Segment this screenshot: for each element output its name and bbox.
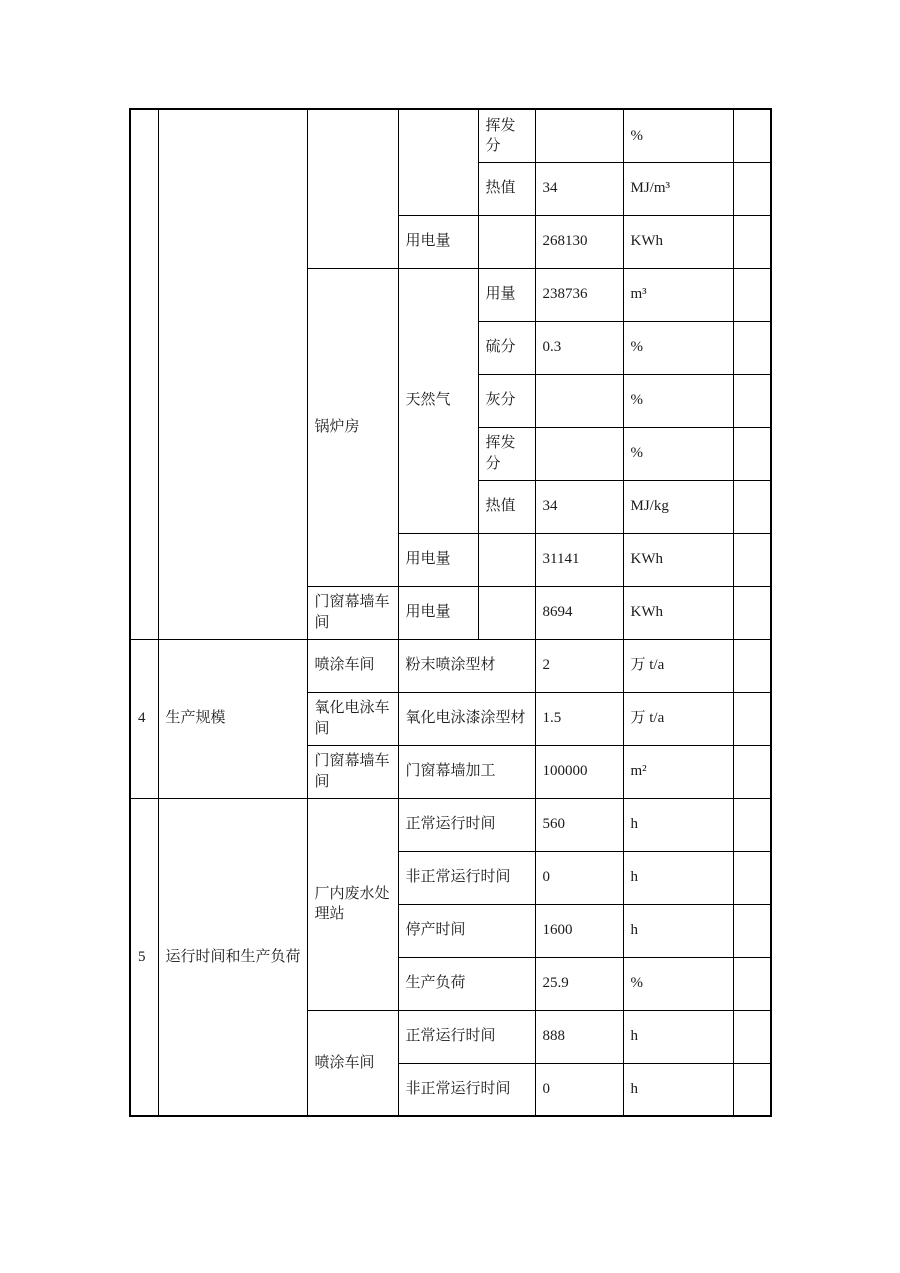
fuel-name-cell bbox=[398, 109, 478, 215]
unit-cell: % bbox=[623, 427, 733, 480]
electricity-label-cell: 用电量 bbox=[398, 586, 478, 639]
note-cell bbox=[733, 798, 771, 851]
unit-cell: MJ/m³ bbox=[623, 162, 733, 215]
index-cell bbox=[130, 109, 158, 639]
note-cell bbox=[733, 427, 771, 480]
param-cell: 硫分 bbox=[478, 321, 535, 374]
unit-cell: 万 t/a bbox=[623, 639, 733, 692]
value-cell: 238736 bbox=[535, 268, 623, 321]
item-cell: 粉末喷涂型材 bbox=[398, 639, 535, 692]
fuel-name-cell: 天然气 bbox=[398, 268, 478, 533]
note-cell bbox=[733, 1063, 771, 1116]
item-cell: 氧化电泳漆涂型材 bbox=[398, 692, 535, 745]
param-cell bbox=[478, 586, 535, 639]
index-cell: 5 bbox=[130, 798, 158, 1116]
value-cell: 31141 bbox=[535, 533, 623, 586]
note-cell bbox=[733, 480, 771, 533]
note-cell bbox=[733, 374, 771, 427]
workshop-cell: 门窗幕墙车间 bbox=[307, 745, 398, 798]
unit-cell: h bbox=[623, 904, 733, 957]
unit-cell: % bbox=[623, 957, 733, 1010]
value-cell: 268130 bbox=[535, 215, 623, 268]
workshop-cell: 喷涂车间 bbox=[307, 639, 398, 692]
param-cell: 热值 bbox=[478, 480, 535, 533]
value-cell: 1600 bbox=[535, 904, 623, 957]
value-cell: 2 bbox=[535, 639, 623, 692]
workshop-cell: 锅炉房 bbox=[307, 268, 398, 586]
index-cell: 4 bbox=[130, 639, 158, 798]
unit-cell: KWh bbox=[623, 533, 733, 586]
value-cell: 1.5 bbox=[535, 692, 623, 745]
workshop-cell: 氧化电泳车间 bbox=[307, 692, 398, 745]
note-cell bbox=[733, 692, 771, 745]
table-row bbox=[130, 639, 771, 692]
value-cell: 0 bbox=[535, 1063, 623, 1116]
note-cell bbox=[733, 851, 771, 904]
unit-cell: m³ bbox=[623, 268, 733, 321]
value-cell bbox=[535, 427, 623, 480]
param-cell: 挥发分 bbox=[478, 427, 535, 480]
note-cell bbox=[733, 957, 771, 1010]
workshop-cell: 厂内废水处理站 bbox=[307, 798, 398, 1010]
unit-cell: KWh bbox=[623, 215, 733, 268]
electricity-label-cell: 用电量 bbox=[398, 215, 478, 268]
category-cell bbox=[158, 109, 307, 639]
value-cell: 34 bbox=[535, 162, 623, 215]
value-cell: 34 bbox=[535, 480, 623, 533]
param-cell bbox=[478, 533, 535, 586]
item-cell: 门窗幕墙加工 bbox=[398, 745, 535, 798]
production-data-table bbox=[129, 108, 772, 1117]
workshop-cell bbox=[307, 109, 398, 268]
item-cell: 非正常运行时间 bbox=[398, 1063, 535, 1116]
note-cell bbox=[733, 904, 771, 957]
value-cell bbox=[535, 109, 623, 162]
electricity-label-cell: 用电量 bbox=[398, 533, 478, 586]
unit-cell: % bbox=[623, 374, 733, 427]
value-cell: 888 bbox=[535, 1010, 623, 1063]
table-row bbox=[130, 798, 771, 851]
item-cell: 生产负荷 bbox=[398, 957, 535, 1010]
note-cell bbox=[733, 268, 771, 321]
value-cell bbox=[535, 374, 623, 427]
value-cell: 0.3 bbox=[535, 321, 623, 374]
unit-cell: % bbox=[623, 321, 733, 374]
unit-cell: h bbox=[623, 1010, 733, 1063]
note-cell bbox=[733, 639, 771, 692]
unit-cell: KWh bbox=[623, 586, 733, 639]
note-cell bbox=[733, 586, 771, 639]
value-cell: 100000 bbox=[535, 745, 623, 798]
note-cell bbox=[733, 1010, 771, 1063]
table-row bbox=[130, 109, 771, 162]
param-cell bbox=[478, 215, 535, 268]
note-cell bbox=[733, 109, 771, 162]
unit-cell: m² bbox=[623, 745, 733, 798]
unit-cell: 万 t/a bbox=[623, 692, 733, 745]
item-cell: 正常运行时间 bbox=[398, 798, 535, 851]
note-cell bbox=[733, 745, 771, 798]
param-cell: 用量 bbox=[478, 268, 535, 321]
note-cell bbox=[733, 321, 771, 374]
note-cell bbox=[733, 162, 771, 215]
note-cell bbox=[733, 533, 771, 586]
value-cell: 8694 bbox=[535, 586, 623, 639]
param-cell: 热值 bbox=[478, 162, 535, 215]
unit-cell: h bbox=[623, 798, 733, 851]
category-cell: 生产规模 bbox=[158, 639, 307, 798]
item-cell: 停产时间 bbox=[398, 904, 535, 957]
item-cell: 非正常运行时间 bbox=[398, 851, 535, 904]
workshop-cell: 门窗幕墙车间 bbox=[307, 586, 398, 639]
category-cell: 运行时间和生产负荷 bbox=[158, 798, 307, 1116]
unit-cell: % bbox=[623, 109, 733, 162]
unit-cell: MJ/kg bbox=[623, 480, 733, 533]
value-cell: 0 bbox=[535, 851, 623, 904]
param-cell: 挥发分 bbox=[478, 109, 535, 162]
value-cell: 25.9 bbox=[535, 957, 623, 1010]
unit-cell: h bbox=[623, 851, 733, 904]
value-cell: 560 bbox=[535, 798, 623, 851]
param-cell: 灰分 bbox=[478, 374, 535, 427]
unit-cell: h bbox=[623, 1063, 733, 1116]
workshop-cell: 喷涂车间 bbox=[307, 1010, 398, 1116]
note-cell bbox=[733, 215, 771, 268]
item-cell: 正常运行时间 bbox=[398, 1010, 535, 1063]
